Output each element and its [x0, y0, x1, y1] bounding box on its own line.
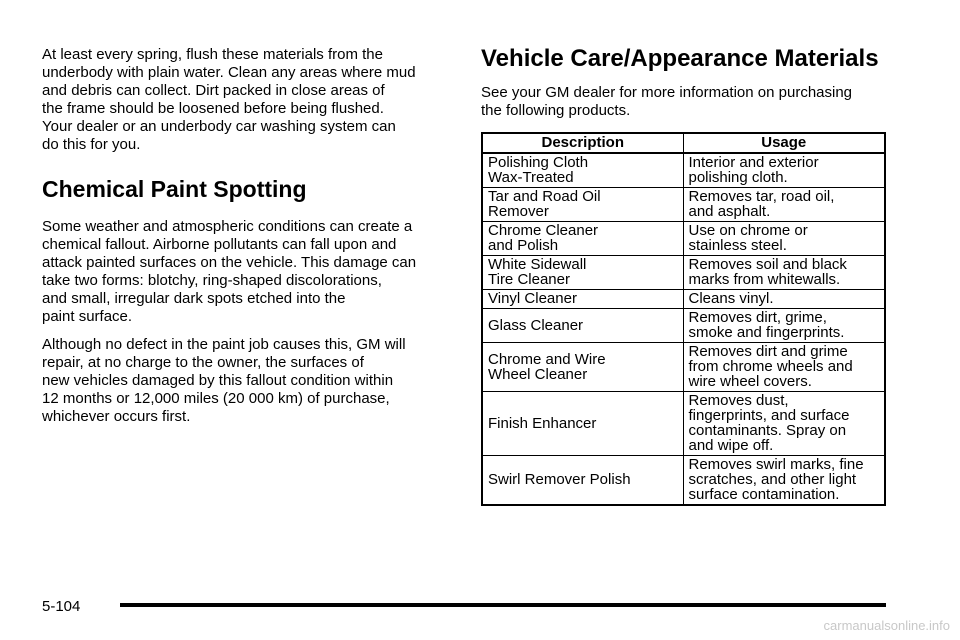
product-description-cell: [482, 153, 683, 188]
text-line: See your GM dealer for more information on purchasing: [481, 84, 853, 101]
text-line: chemical fallout. Airborne pollutants can fall upon and: [42, 236, 397, 253]
table-row: [482, 256, 885, 290]
chemical-paint-spotting-heading: Chemical Paint Spotting: [42, 176, 307, 202]
watermark: carmanualsonline.info: [823, 618, 950, 633]
product-description-cell: [482, 222, 683, 256]
cell-line: stainless steel.: [688, 237, 787, 254]
product-description-cell: [482, 290, 683, 309]
right-column: [481, 46, 887, 506]
cell-line: Removes dirt and grime: [688, 343, 848, 360]
product-description-cell: [482, 309, 683, 343]
table-row: [482, 188, 885, 222]
header-usage: Usage: [683, 133, 885, 153]
text-line: the following products.: [481, 102, 631, 119]
cell-line: Wax-Treated: [488, 169, 574, 186]
table-row: [482, 290, 885, 309]
cell-line: surface contamination.: [688, 486, 840, 503]
product-usage-cell: [683, 153, 885, 188]
text-line: 12 months or 12,000 miles (20 000 km) of purchase,: [42, 390, 390, 407]
product-usage-cell: [683, 392, 885, 456]
cell-line: Polishing Cloth: [488, 154, 589, 171]
table-row: [482, 153, 885, 188]
cell-line: polishing cloth.: [688, 169, 788, 186]
table-row: [482, 392, 885, 456]
cell-line: Chrome and Wire: [488, 350, 606, 368]
cell-line: Remover: [488, 203, 549, 220]
text-line: Some weather and atmospheric conditions can create a: [42, 218, 413, 235]
text-line: take two forms: blotchy, ring-shaped discolorations,: [42, 272, 382, 289]
table-row: [482, 309, 885, 343]
product-usage-cell: [683, 456, 885, 506]
product-usage-cell: [683, 188, 885, 222]
text-line: the frame should be loosened before being flushed.: [42, 100, 384, 117]
text-line: underbody with plain water. Clean any areas where mud: [42, 64, 416, 81]
cell-line: Removes swirl marks, fine: [688, 456, 864, 473]
cell-line: Swirl Remover Polish: [488, 471, 631, 488]
cell-line: Use on chrome or: [688, 222, 808, 239]
cell-line: and asphalt.: [688, 203, 771, 220]
cell-line: wire wheel covers.: [688, 373, 812, 390]
cell-line: Glass Cleaner: [488, 316, 584, 334]
cell-line: Removes dirt, grime,: [688, 309, 827, 326]
care-products-table: [481, 132, 886, 506]
left-column: [42, 46, 454, 436]
table-row: [482, 456, 885, 506]
cell-line: from chrome wheels and: [688, 358, 853, 375]
cell-line: and Polish: [488, 237, 559, 254]
product-description-cell: [482, 188, 683, 222]
product-usage-cell: [683, 290, 885, 309]
text-line: do this for you.: [42, 136, 141, 153]
cell-line: White Sidewall: [488, 256, 587, 273]
product-description-cell: [482, 456, 683, 506]
text-line: paint surface.: [42, 308, 133, 325]
text-line: attack painted surfaces on the vehicle. This damage can: [42, 254, 417, 271]
text-line: new vehicles damaged by this fallout condition within: [42, 372, 394, 389]
dealer-paragraph: [481, 84, 887, 120]
text-line: repair, at no charge to the owner, the surfaces of: [42, 354, 364, 371]
cell-line: Removes dust,: [688, 392, 789, 409]
cell-line: contaminants. Spray on: [688, 422, 847, 439]
table-body: [482, 153, 885, 505]
text-line: and debris can collect. Dirt packed in close areas of: [42, 82, 385, 99]
underbody-paragraph: [42, 46, 454, 154]
cell-line: Vinyl Cleaner: [488, 290, 577, 307]
cell-line: smoke and fingerprints.: [688, 324, 845, 341]
product-usage-cell: [683, 343, 885, 392]
text-line: and small, irregular dark spots etched into the: [42, 290, 346, 307]
cell-line: marks from whitewalls.: [688, 271, 841, 288]
text-line: Although no defect in the paint job causes this, GM will: [42, 336, 406, 353]
cell-line: Tire Cleaner: [488, 271, 570, 288]
text-line: Your dealer or an underbody car washing system can: [42, 118, 396, 135]
cell-line: Removes tar, road oil,: [688, 188, 835, 205]
product-description-cell: [482, 343, 683, 392]
cell-line: fingerprints, and surface: [688, 407, 850, 424]
cell-line: scratches, and other light: [688, 471, 857, 488]
product-usage-cell: [683, 256, 885, 290]
cell-line: Finish Enhancer: [488, 414, 597, 432]
weather-paragraph: [42, 218, 454, 326]
cell-line: Interior and exterior: [688, 154, 819, 171]
cell-line: Removes soil and black: [688, 256, 847, 273]
table-row: [482, 343, 885, 392]
header-description: Description: [482, 133, 683, 153]
footer-rule: [120, 603, 886, 607]
vehicle-care-heading: Vehicle Care/Appearance Materials: [481, 45, 879, 72]
text-line: whichever occurs first.: [42, 408, 191, 425]
warranty-paragraph: [42, 336, 454, 426]
product-usage-cell: [683, 309, 885, 343]
table-header-row: [482, 133, 885, 153]
page-number: 5-104: [42, 598, 81, 615]
cell-line: Cleans vinyl.: [688, 290, 774, 307]
cell-line: Tar and Road Oil: [488, 188, 601, 205]
product-usage-cell: [683, 222, 885, 256]
cell-line: Chrome Cleaner: [488, 222, 599, 239]
cell-line: and wipe off.: [688, 437, 774, 454]
product-description-cell: [482, 256, 683, 290]
product-description-cell: [482, 392, 683, 456]
cell-line: Wheel Cleaner: [488, 365, 588, 383]
text-line: At least every spring, flush these materials from the: [42, 46, 383, 63]
table-row: [482, 222, 885, 256]
